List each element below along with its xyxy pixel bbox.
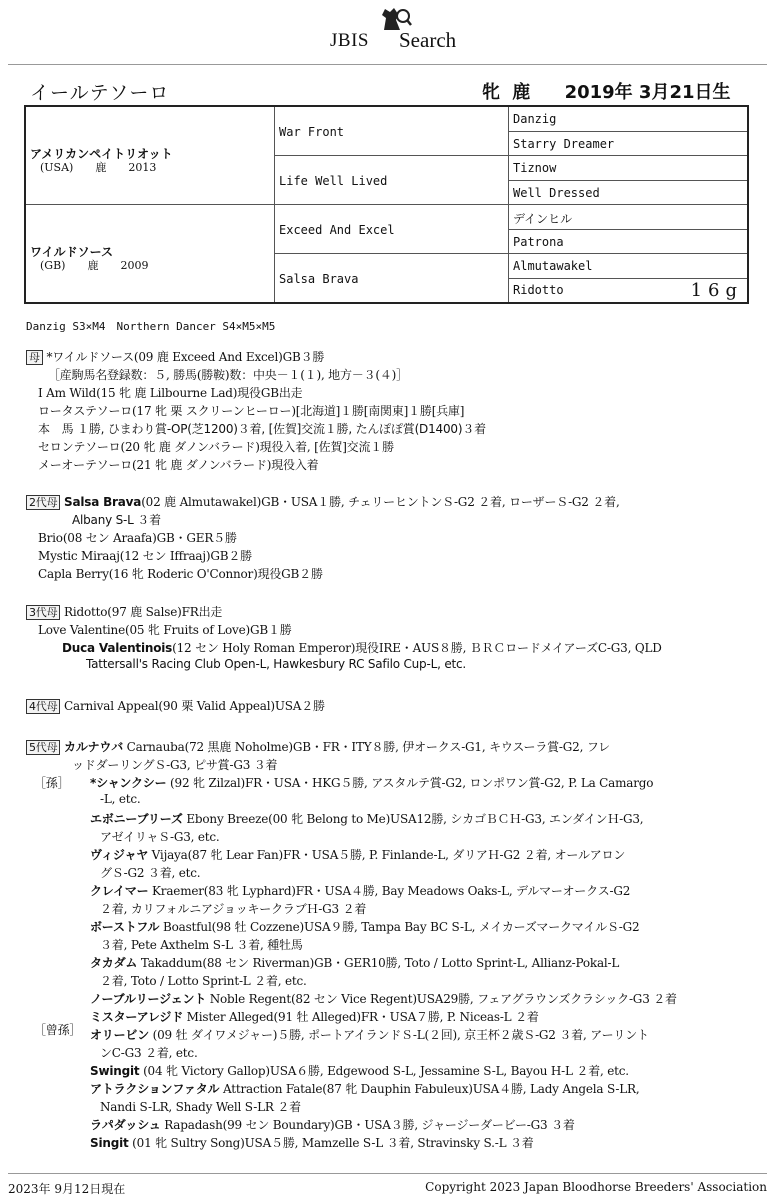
- descendant-record: Vijaya(87 牝 Lear Fan)FR・USA５勝, P. Finlande-L, ダリアＨ-G2 ２着, オールアロン: [151, 848, 626, 862]
- descendant-name[interactable]: エボニーブリーズ: [90, 812, 183, 826]
- descendant-record: Takaddum(88 セン Riverman)GB・GER10勝, Toto / Lotto Sprint-L, Allianz-Pokal-L: [140, 956, 620, 970]
- descendant-record: Rapadash(99 セン Boundary)GB・USA３勝, ジャージーダービー-G3 ３着: [164, 1118, 575, 1132]
- descendant-entry: [90, 846, 625, 863]
- descendant-record: (01 牝 Sultry Song)USA５勝, Mamzelle S-L ３着, Stravinsky S.-L ３着: [132, 1136, 534, 1150]
- tag-dam: 母: [26, 350, 43, 365]
- dam-line-3: ロータステソーロ(17 牝 栗 スクリーンヒーロー)[北海道]１勝[南関東]１勝[兵庫]: [38, 404, 465, 418]
- pedigree-gen3-2[interactable]: Starry Dreamer: [509, 132, 747, 156]
- descendant-entry: [90, 1080, 640, 1097]
- dam-line-1: ［産駒馬名登録数：５, 勝馬(勝鞍)数：中央－１(１), 地方－３(４)］: [48, 368, 408, 382]
- pedigree-table: [24, 105, 749, 304]
- descendant-entry: [90, 810, 643, 827]
- dam-line-2: I Am Wild(15 牝 鹿 Lilbourne Lad)現役GB出走: [38, 386, 303, 400]
- descendant-entry: [90, 1062, 629, 1079]
- pedigree-gen3-5[interactable]: デインヒル: [509, 205, 747, 230]
- sire-details: (USA) 鹿 2013: [40, 161, 157, 174]
- logo-text-search: Search: [399, 28, 457, 52]
- footer-copyright: Copyright 2023 Japan Bloodhorse Breeders' Association: [425, 1180, 767, 1194]
- descendant-record: (92 牝 Zilzal)FR・USA・HKG５勝, アスタルテ賞-G2, ロンポワン賞-G2, P. La Camargo: [170, 776, 654, 790]
- tag-gen3: 3代母: [26, 605, 60, 620]
- pedigree-gen2-4[interactable]: Salsa Brava: [275, 254, 509, 302]
- tag-gen4: 4代母: [26, 699, 60, 714]
- dam-line-6: メーオーテソーロ(21 牝 鹿 ダノンバラード)現役入着: [38, 458, 319, 472]
- dam-details: (GB) 鹿 2009: [40, 259, 149, 272]
- descendant-name[interactable]: ヴィジャヤ: [90, 848, 149, 862]
- horse-info: [482, 78, 731, 104]
- descendant-entry: [90, 1116, 575, 1133]
- descendant-name[interactable]: アトラクションファタル: [90, 1082, 220, 1096]
- descendant-name[interactable]: ラパダッシュ: [90, 1118, 161, 1132]
- pedigree-gen3-6[interactable]: Patrona: [509, 230, 747, 254]
- header-divider: [8, 64, 767, 65]
- descendant-entry: [90, 954, 619, 971]
- gen2-line-4: Capla Berry(16 牝 Roderic O'Connor)現役GB２勝: [38, 567, 323, 581]
- pedigree-gen2-1[interactable]: War Front: [275, 107, 509, 156]
- descendant-record: Boastful(98 牡 Cozzene)USA９勝, Tampa Bay BC S-L, メイカーズマークマイルＳ-G2: [163, 920, 640, 934]
- descendant-record-cont: ２着, Toto / Lotto Sprint-L ２着, etc.: [100, 974, 307, 988]
- descendant-entry: [90, 918, 639, 935]
- tag-gen5: 5代母: [26, 740, 60, 755]
- grandchild-label: ［孫］: [34, 776, 70, 790]
- gen2-line-1: Albany S-L ３着: [72, 513, 161, 527]
- horse-name: イールテソーロ: [30, 82, 170, 104]
- descendant-name[interactable]: タカダム: [90, 956, 138, 970]
- great-grandchild-label: ［曾孫］: [34, 1023, 82, 1037]
- dam-line-4: 本 馬 １勝, ひまわり賞-OP(芝1200)３着, [佐賀]交流１勝, たんぽぽ賞(D1400)３着: [38, 422, 486, 436]
- dam-line-0: 母 *ワイルドソース(09 鹿 Exceed And Excel)GB３勝: [26, 348, 324, 365]
- generation-count: 16g: [690, 280, 743, 301]
- tag-gen2: 2代母: [26, 495, 60, 510]
- descendant-record: Attraction Fatale(87 牝 Dauphin Fabuleux)USA４勝, Lady Angela S-LR,: [222, 1082, 640, 1096]
- pedigree-gen2-2[interactable]: Life Well Lived: [275, 156, 509, 205]
- descendant-entry: [90, 1134, 534, 1151]
- sire-name: アメリカンペイトリオット: [30, 147, 173, 161]
- horse-sex: 牝: [482, 82, 500, 103]
- pedigree-dam[interactable]: [26, 205, 275, 302]
- descendant-entry: [90, 1008, 539, 1025]
- descendant-name[interactable]: オリービン: [90, 1028, 150, 1042]
- jbis-logo[interactable]: [326, 6, 466, 56]
- descendant-record: Mister Alleged(91 牡 Alleged)FR・USA７勝, P. Niceas-L ２着: [186, 1010, 539, 1024]
- gen3-line-0: 3代母 Ridotto(97 鹿 Salse)FR出走: [26, 603, 222, 620]
- pedigree-gen3-8[interactable]: Ridotto 16g: [513, 280, 743, 301]
- descendant-record: Ebony Breeze(00 牝 Belong to Me)USA12勝, シカゴＢＣＨ-G3, エンダインＨ-G3,: [186, 812, 644, 826]
- gen3-line-1: Love Valentine(05 牝 Fruits of Love)GB１勝: [38, 623, 292, 637]
- descendant-name[interactable]: クレイマー: [90, 884, 149, 898]
- gen4-line-0: 4代母 Carnival Appeal(90 栗 Valid Appeal)USA２勝: [26, 697, 325, 714]
- gen2-name: Salsa Brava: [64, 495, 142, 509]
- gen2-line-3: Mystic Miraaj(12 セン Iffraaj)GB２勝: [38, 549, 252, 563]
- descendant-record-cont: アゼイリャＳ-G3, etc.: [100, 830, 220, 844]
- footer-date: 2023年 9月12日現在: [8, 1182, 126, 1196]
- descendant-name[interactable]: ノーブルリージェント: [90, 992, 207, 1006]
- gen3-line-2: Duca Valentinois(12 セン Holy Roman Emperor)現役IRE・AUS８勝, ＢＲＣロードメイアーズC-G3, QLD: [62, 641, 662, 655]
- descendant-record: Noble Regent(82 セン Vice Regent)USA29勝, フェアグラウンズクラシック-G3 ２着: [209, 992, 677, 1006]
- pedigree-gen3-7[interactable]: Almutawakel: [509, 254, 747, 279]
- dam-line-5: セロンテソーロ(20 牝 鹿 ダノンバラード)現役入着, [佐賀]交流１勝: [38, 440, 394, 454]
- descendant-name[interactable]: Singit: [90, 1136, 129, 1150]
- horse-birth: 2019年 3月21日生: [564, 82, 731, 103]
- descendant-record-cont: ３着, Pete Axthelm S-L ３着, 種牡馬: [100, 938, 303, 952]
- descendant-record-cont: ンC-G3 ２着, etc.: [100, 1046, 198, 1060]
- pedigree-gen2-3[interactable]: Exceed And Excel: [275, 205, 509, 254]
- descendant-record-cont: Nandi S-LR, Shady Well S-LR ２着: [100, 1100, 301, 1114]
- gen2-line-2: Brio(08 セン Araafa)GB・GER５勝: [38, 531, 237, 545]
- descendant-entry: [90, 990, 677, 1007]
- footer-divider: [8, 1173, 767, 1174]
- gen3-line-3: Tattersall's Racing Club Open-L, Hawkesbury RC Safilo Cup-L, etc.: [86, 657, 467, 671]
- descendant-name[interactable]: ミスターアレジド: [90, 1010, 184, 1024]
- descendant-record-cont: -L, etc.: [100, 792, 141, 806]
- gen5-line-0: 5代母 カルナウバ Carnauba(72 黒鹿 Noholme)GB・FR・ITY８勝, 伊オークス-G1, キウスーラ賞-G2, フレ: [26, 738, 610, 755]
- dam-name: ワイルドソース: [30, 245, 114, 259]
- pedigree-gen3-4[interactable]: Well Dressed: [509, 181, 747, 205]
- descendant-entry: [90, 774, 653, 791]
- pedigree-gen3-1[interactable]: Danzig: [509, 107, 747, 132]
- pedigree-gen3-3[interactable]: Tiznow: [509, 156, 747, 181]
- descendant-name[interactable]: ボーストフル: [90, 920, 160, 934]
- inbreeding-info: Danzig S3×M4 Northern Dancer S4×M5×M5: [26, 320, 276, 333]
- horse-color: 鹿: [512, 82, 531, 103]
- logo-text-jbis: JBIS: [330, 30, 369, 51]
- descendant-entry: [90, 1026, 649, 1043]
- descendant-record-cont: ２着, カリフォルニアジョッキークラブＨ-G3 ２着: [100, 902, 367, 916]
- descendant-record: (04 牝 Victory Gallop)USA６勝, Edgewood S-L, Jessamine S-L, Bayou H-L ２着, etc.: [143, 1064, 629, 1078]
- pedigree-sire[interactable]: [26, 107, 275, 205]
- descendant-record: Kraemer(83 牝 Lyphard)FR・USA４勝, Bay Meadows Oaks-L, デルマーオークス-G2: [152, 884, 631, 898]
- gen5-line-1: ッドダーリングＳ-G3, ピサ賞-G3 ３着: [72, 758, 278, 772]
- descendant-record: (09 牡 ダイワメジャー)５勝, ポートアイランドＳ-L(２回), 京王杯２歳Ｓ-G2 ３着, アーリント: [152, 1028, 649, 1042]
- descendant-name[interactable]: Swingit: [90, 1064, 140, 1078]
- descendant-entry: [90, 882, 630, 899]
- descendant-record-cont: グＳ-G2 ３着, etc.: [100, 866, 201, 880]
- descendant-name[interactable]: *シャンクシー: [90, 776, 167, 790]
- gen2-line-0: 2代母 Salsa Brava(02 鹿 Almutawakel)GB・USA１勝, チェリーヒントンＳ-G2 ２着, ローザーＳ-G2 ２着,: [26, 493, 620, 510]
- gen5-name: カルナウバ: [64, 740, 124, 754]
- duca-name: Duca Valentinois: [62, 641, 173, 655]
